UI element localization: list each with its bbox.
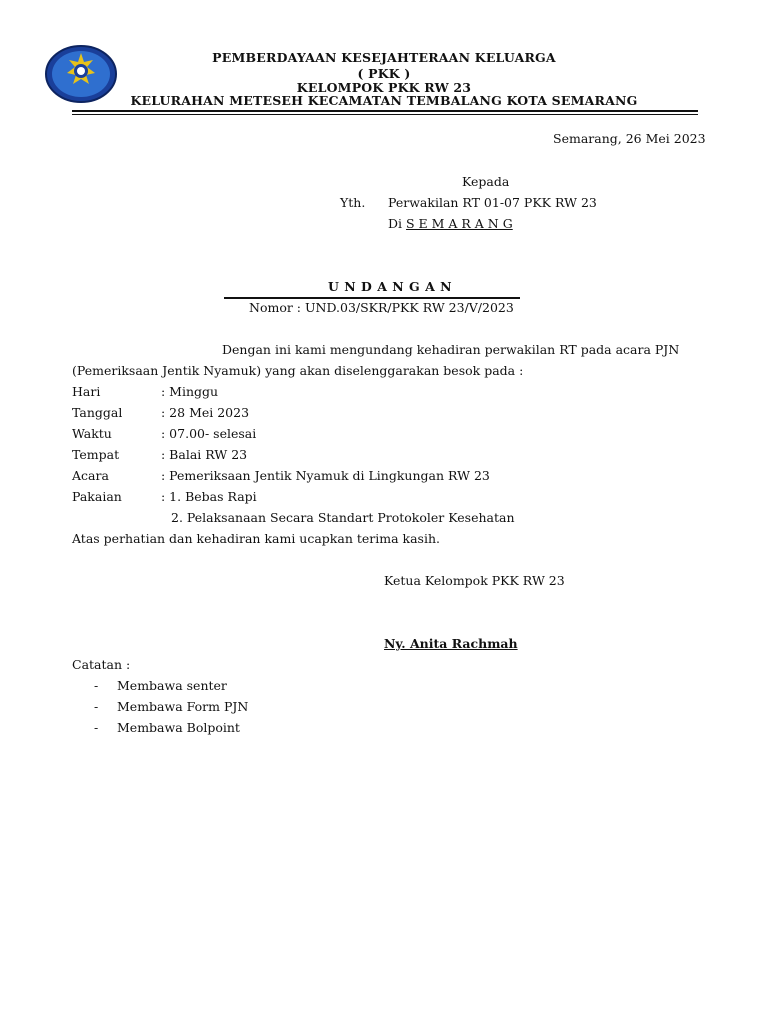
recipient-yth: Yth. (340, 195, 366, 210)
closing-sentence: Atas perhatian dan kehadiran kami ucapkan terima kasih. (72, 531, 440, 546)
notes-heading: Catatan : (72, 657, 131, 672)
detail-value: : 1. Bebas Rapi (161, 489, 257, 504)
title-rule (224, 297, 520, 299)
letterhead-group: KELOMPOK PKK RW 23 (296, 80, 472, 95)
notes-bullet: - (94, 699, 99, 714)
pakaian-item-2: 2. Pelaksanaan Secara Standart Protokoler Kesehatan (171, 510, 515, 525)
notes-bullet: - (94, 720, 99, 735)
detail-label: Tempat (72, 447, 120, 462)
recipient-di: Di (388, 216, 403, 231)
detail-label: Waktu (72, 426, 112, 441)
document-title: U N D A N G A N (328, 279, 453, 294)
document-number: Nomor : UND.03/SKR/PKK RW 23/V/2023 (249, 300, 514, 315)
detail-value: : 28 Mei 2023 (161, 405, 250, 420)
notes-item: Membawa Form PJN (117, 699, 249, 714)
letterhead-rule-thin (72, 114, 698, 115)
detail-label: Hari (72, 384, 101, 399)
detail-value: : 07.00- selesai (161, 426, 257, 441)
place-date: Semarang, 26 Mei 2023 (553, 131, 706, 146)
detail-label: Pakaian (72, 489, 122, 504)
notes-bullet: - (94, 678, 99, 693)
detail-label: Tanggal (72, 405, 123, 420)
recipient-location (388, 216, 513, 231)
paragraph-line-1: Dengan ini kami mengundang kehadiran perwakilan RT pada acara PJN (222, 342, 680, 357)
detail-value: : Minggu (161, 384, 219, 399)
detail-value: : Balai RW 23 (161, 447, 248, 462)
letterhead-address: KELURAHAN METESEH KECAMATAN TEMBALANG KOTA SEMARANG (130, 93, 638, 108)
signature-name: Ny. Anita Rachmah (384, 636, 518, 651)
paragraph-line-2: (Pemeriksaan Jentik Nyamuk) yang akan diselenggarakan besok pada : (72, 363, 524, 378)
notes-item: Membawa Bolpoint (117, 720, 240, 735)
notes-item: Membawa senter (117, 678, 227, 693)
recipient-kepada: Kepada (462, 174, 510, 189)
letterhead-rule-thick (72, 110, 698, 112)
letterhead-pkk: ( PKK ) (357, 66, 411, 81)
signature-role: Ketua Kelompok PKK RW 23 (384, 573, 565, 588)
recipient-city: S E M A R A N G (406, 216, 513, 231)
detail-value: : Pemeriksaan Jentik Nyamuk di Lingkungan RW 23 (161, 468, 490, 483)
recipient-addressee: Perwakilan RT 01-07 PKK RW 23 (388, 195, 597, 210)
letterhead-title: PEMBERDAYAAN KESEJAHTERAAN KELUARGA (212, 50, 556, 65)
detail-label: Acara (72, 468, 109, 483)
